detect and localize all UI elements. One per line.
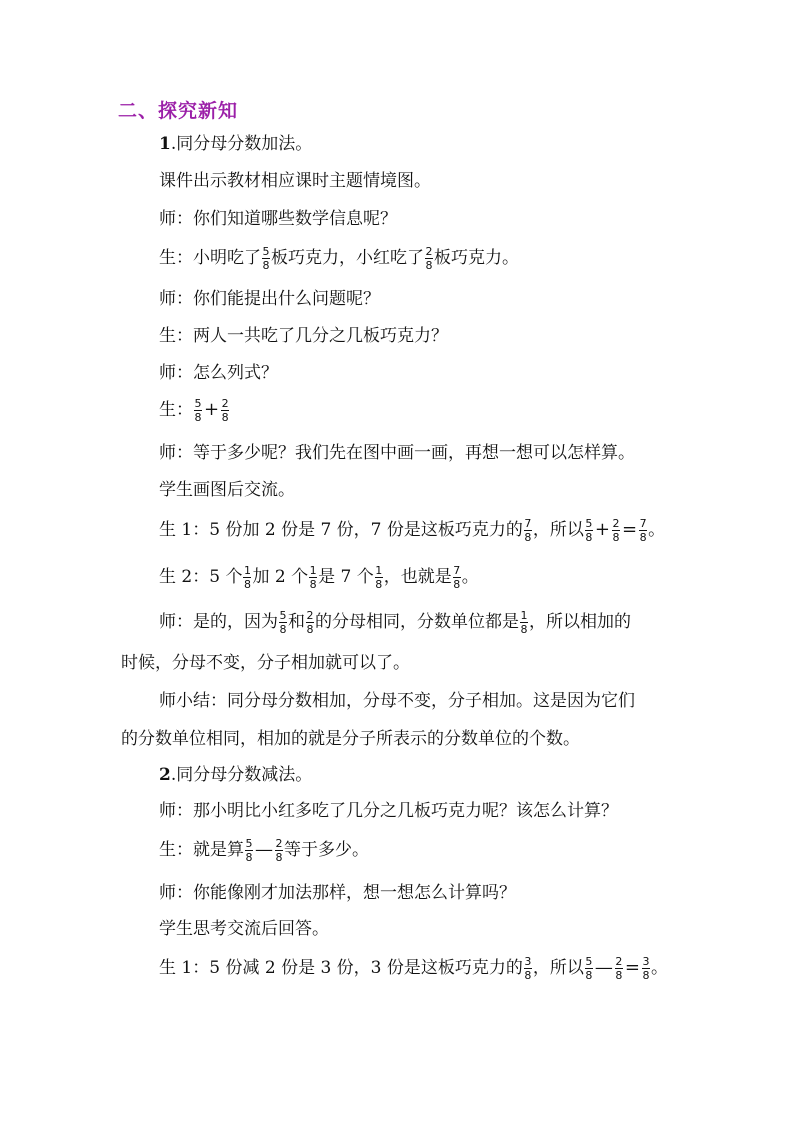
text-segment: 师：是的，因为: [159, 612, 278, 632]
numerator: 5: [279, 609, 287, 622]
paragraph-line: 师：你们能提出什么问题呢？: [159, 289, 380, 309]
paragraph-line: 师小结：同分母分数相加，分母不变，分子相加。这是因为它们: [159, 691, 635, 711]
numerator: 2: [221, 397, 229, 410]
denominator: 8: [642, 969, 650, 982]
denominator: 8: [615, 969, 623, 982]
fraction: [309, 565, 317, 590]
paragraph-line: 师：等于多少呢？我们先在图中画一画，再想一想可以怎样算。: [159, 443, 635, 463]
subsection-title-text: .同分母分数减法。: [170, 765, 313, 785]
numerator: 7: [453, 564, 461, 577]
subsection-number: 1: [159, 134, 171, 154]
numerator: 2: [615, 955, 623, 968]
denominator: 8: [309, 578, 317, 591]
plus-sign: +: [204, 399, 220, 420]
fraction: [262, 246, 270, 271]
numerator: 2: [612, 517, 620, 530]
text-segment: 的分母相同，分数单位都是: [315, 612, 519, 632]
minus-sign: —: [594, 957, 613, 978]
fraction: [585, 518, 593, 543]
denominator: 8: [639, 531, 647, 544]
numerator: 2: [425, 245, 433, 258]
paragraph-line: 学生思考交流后回答。: [159, 919, 329, 939]
denominator: 8: [306, 623, 314, 636]
numerator: 5: [585, 517, 593, 530]
text-segment: 和: [288, 612, 305, 632]
paragraph-line: [159, 610, 631, 635]
text-segment: 板巧克力，小红吃了: [271, 248, 424, 268]
text-segment: 生：就是算: [159, 840, 244, 860]
text-segment: ，所以: [532, 958, 584, 978]
fraction: [585, 956, 593, 981]
numerator: 2: [306, 609, 314, 622]
numerator: 5: [245, 837, 253, 850]
text-segment: 等于多少。: [284, 840, 369, 860]
denominator: 8: [585, 969, 593, 982]
denominator: 8: [243, 578, 251, 591]
section-heading: 二、探究新知: [118, 100, 239, 122]
numerator: 7: [639, 517, 647, 530]
denominator: 8: [524, 531, 532, 544]
fraction: [194, 398, 202, 423]
denominator: 8: [221, 411, 229, 424]
denominator: 8: [425, 259, 433, 272]
fraction: [520, 610, 528, 635]
equals-sign: =: [622, 519, 638, 540]
numerator: 1: [520, 609, 528, 622]
denominator: 8: [275, 851, 283, 864]
subsection-number: 2: [159, 765, 171, 785]
numerator: 1: [243, 564, 251, 577]
denominator: 8: [262, 259, 270, 272]
fraction: [425, 246, 433, 271]
numerator: 1: [375, 564, 383, 577]
paragraph-line: 师：你们知道哪些数学信息呢？: [159, 209, 397, 229]
denominator: 8: [245, 851, 253, 864]
equals-sign: =: [624, 957, 640, 978]
text-segment: 生 1：5 份减 2 份是 3 份，3 份是这板巧克力的: [159, 958, 523, 978]
numerator: 3: [642, 955, 650, 968]
paragraph-line: 师：你能像刚才加法那样，想一想怎么计算吗？: [159, 883, 516, 903]
fraction: [245, 838, 253, 863]
text-segment: ，所以: [532, 520, 584, 540]
numerator: 7: [524, 517, 532, 530]
paragraph-line: [159, 246, 519, 271]
plus-sign: +: [594, 519, 610, 540]
denominator: 8: [612, 531, 620, 544]
subsection-2-title: [159, 764, 312, 786]
numerator: 1: [309, 564, 317, 577]
fraction: [639, 518, 647, 543]
paragraph-line: 时候，分母不变，分子相加就可以了。: [121, 653, 410, 673]
fraction: [375, 565, 383, 590]
numerator: 2: [275, 837, 283, 850]
fraction: [524, 518, 532, 543]
text-segment: 生：小明吃了: [159, 248, 261, 268]
paragraph-line: [159, 398, 230, 423]
denominator: 8: [524, 969, 532, 982]
text-segment: ，也就是: [383, 567, 452, 587]
text-segment: ，所以相加的: [529, 612, 631, 632]
numerator: 5: [262, 245, 270, 258]
text-segment: 。: [461, 567, 479, 587]
text-segment: 生 2：5 个: [159, 567, 243, 587]
fraction: [275, 838, 283, 863]
paragraph-line: 课件出示教材相应课时主题情境图。: [159, 171, 431, 191]
text-segment: 。: [648, 520, 666, 540]
text-segment: 板巧克力。: [434, 248, 519, 268]
paragraph-line: [159, 838, 369, 863]
text-segment: 生 1：5 份加 2 份是 7 份，7 份是这板巧克力的: [159, 520, 523, 540]
numerator: 5: [194, 397, 202, 410]
text-segment: 。: [651, 958, 668, 978]
denominator: 8: [375, 578, 383, 591]
denominator: 8: [585, 531, 593, 544]
paragraph-line: 师：那小明比小红多吃了几分之几板巧克力呢？该怎么计算？: [159, 801, 618, 821]
fraction: [221, 398, 229, 423]
subsection-title-text: .同分母分数加法。: [170, 134, 313, 154]
fraction: [524, 956, 532, 981]
text-segment: 生：: [159, 400, 193, 420]
fraction: [279, 610, 287, 635]
fraction: [453, 565, 461, 590]
numerator: 3: [524, 955, 532, 968]
paragraph-line: [159, 565, 479, 590]
paragraph-line: 师：怎么列式？: [159, 363, 278, 383]
fraction: [243, 565, 251, 590]
denominator: 8: [194, 411, 202, 424]
paragraph-line: 学生画图后交流。: [159, 480, 295, 500]
paragraph-line: [159, 956, 668, 981]
fraction: [615, 956, 623, 981]
paragraph-line: 生：两人一共吃了几分之几板巧克力？: [159, 326, 448, 346]
minus-sign: —: [255, 839, 273, 860]
paragraph-line: [159, 518, 665, 543]
denominator: 8: [520, 623, 528, 636]
denominator: 8: [279, 623, 287, 636]
text-segment: 加 2 个: [252, 567, 309, 587]
numerator: 5: [585, 955, 593, 968]
paragraph-line: 的分数单位相同，相加的就是分子所表示的分数单位的个数。: [121, 729, 580, 749]
text-segment: 是 7 个: [318, 567, 374, 587]
fraction: [642, 956, 650, 981]
subsection-1-title: [159, 133, 312, 155]
fraction: [306, 610, 314, 635]
denominator: 8: [453, 578, 461, 591]
fraction: [612, 518, 620, 543]
